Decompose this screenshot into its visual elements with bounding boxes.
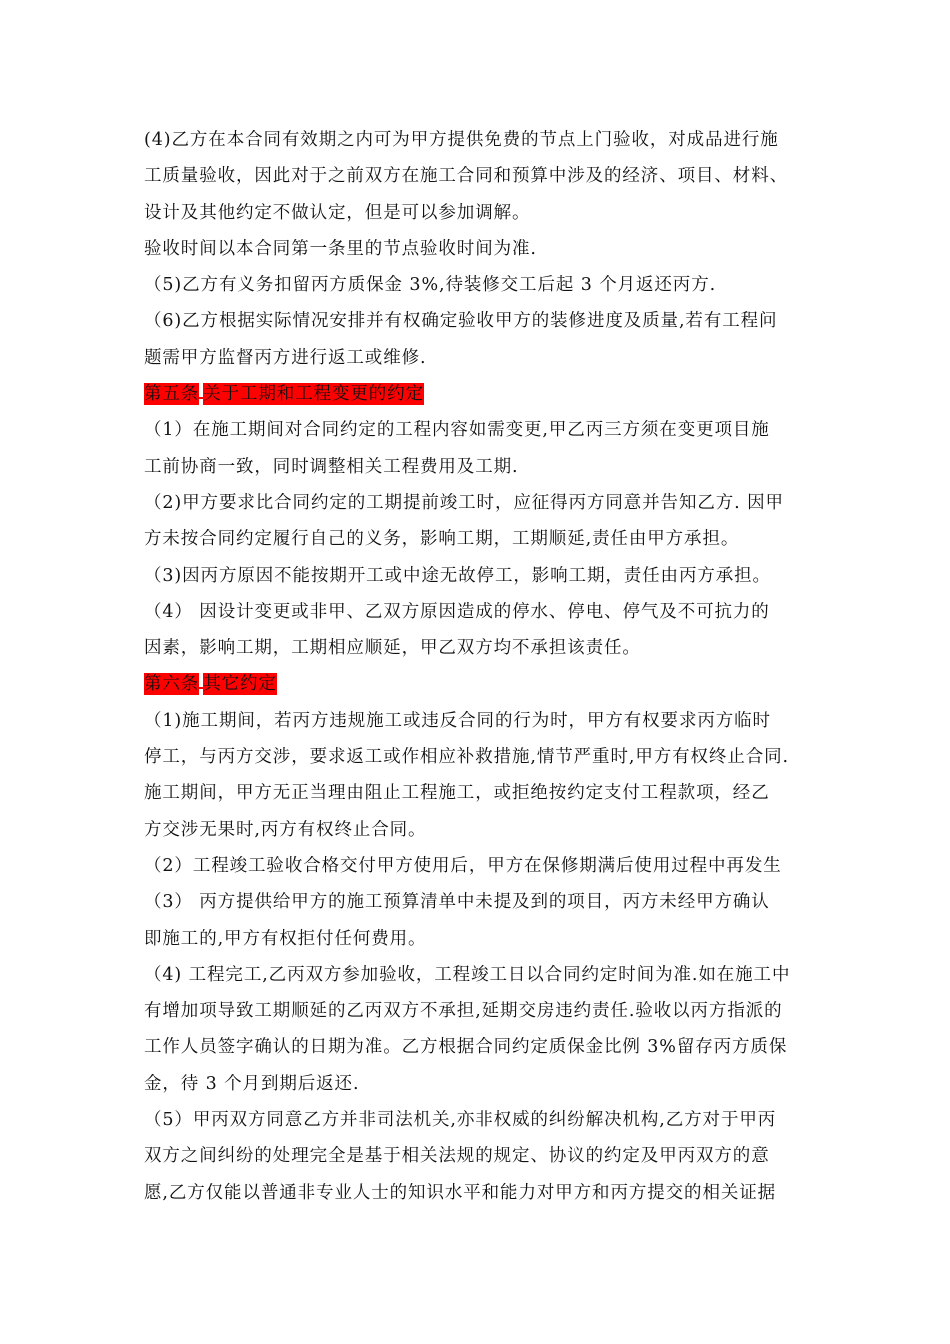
section-5-title: 关于工期和工程变更的约定 xyxy=(203,384,425,405)
line-20: 方交涉无果时,丙方有权终止合同。 xyxy=(144,819,427,840)
line-13: （3)因丙方原因不能按期开工或中途无故停工，影响工期，责任由丙方承担。 xyxy=(144,565,771,586)
section-heading-5 xyxy=(144,376,830,412)
line-12: 方未按合同约定履行自己的义务，影响工期，工期顺延,责任由甲方承担。 xyxy=(144,529,740,550)
line-25: 有增加项导致工期顺延的乙丙双方不承担,延期交房违约责任.验收以丙方指派的 xyxy=(144,1001,783,1022)
line-10: 工前协商一致，同时调整相关工程费用及工期. xyxy=(144,456,519,477)
line-30: 愿,乙方仅能以普通非专业人士的知识水平和能力对甲方和丙方提交的相关证据 xyxy=(144,1182,777,1203)
line-22: （3） 丙方提供给甲方的施工预算清单中未提及到的项目，丙方未经甲方确认 xyxy=(144,892,770,913)
line-28: （5）甲丙双方同意乙方并非司法机关,亦非权威的纠纷解决机构,乙方对于甲丙 xyxy=(144,1110,777,1131)
line-26: 工作人员签字确认的日期为准。乙方根据合同约定质保金比例 3%留存丙方质保 xyxy=(144,1037,788,1058)
line-14: （4） 因设计变更或非甲、乙双方原因造成的停水、停电、停气及不可抗力的 xyxy=(144,601,770,622)
line-15: 因素，影响工期，工期相应顺延，甲乙双方均不承担该责任。 xyxy=(144,638,641,659)
line-7: 题需甲方监督丙方进行返工或维修. xyxy=(144,347,427,368)
line-21: （2）工程竣工验收合格交付甲方使用后，甲方在保修期满后使用过程中再发生 xyxy=(144,855,782,876)
line-23: 即施工的,甲方有权拒付任何费用。 xyxy=(144,928,427,949)
line-4: 验收时间以本合同第一条里的节点验收时间为准. xyxy=(144,238,537,259)
line-17: （1)施工期间，若丙方违规施工或违反合同的行为时，甲方有权要求丙方临时 xyxy=(144,710,771,731)
section-heading-6 xyxy=(144,666,830,702)
line-27: 金，待 3 个月到期后返还. xyxy=(144,1073,360,1094)
line-5: （5)乙方有义务扣留丙方质保金 3%,待装修交工后起 3 个月返还丙方. xyxy=(144,275,717,296)
line-9: （1）在施工期间对合同约定的工程内容如需变更,甲乙丙三方须在变更项目施 xyxy=(144,420,770,441)
line-29: 双方之间纠纷的处理完全是基于相关法规的规定、协议的约定及甲丙双方的意 xyxy=(144,1146,770,1167)
line-6: （6)乙方根据实际情况安排并有权确定验收甲方的装修进度及质量,若有工程问 xyxy=(144,311,778,332)
line-19: 施工期间，甲方无正当理由阻止工程施工，或拒绝按约定支付工程款项，经乙 xyxy=(144,783,770,804)
section-6-title: 其它约定 xyxy=(203,674,277,695)
section-6-label: 第六条 xyxy=(144,674,200,695)
line-1: (4)乙方在本合同有效期之内可为甲方提供免费的节点上门验收，对成品进行施 xyxy=(144,130,779,150)
section-5-label: 第五条 xyxy=(144,384,200,405)
line-18: 停工，与丙方交涉，要求返工或作相应补救措施,情节严重时,甲方有权终止合同. xyxy=(144,747,789,768)
line-2: 工质量验收，因此对于之前双方在施工合同和预算中涉及的经济、项目、材料、 xyxy=(144,166,788,187)
line-3: 设计及其他约定不做认定，但是可以参加调解。 xyxy=(144,202,531,223)
line-11: （2)甲方要求比合同约定的工期提前竣工时，应征得丙方同意并告知乙方. 因甲 xyxy=(144,492,784,513)
line-24: （4) 工程完工,乙丙双方参加验收，工程竣工日以合同约定时间为准.如在施工中 xyxy=(144,964,791,985)
